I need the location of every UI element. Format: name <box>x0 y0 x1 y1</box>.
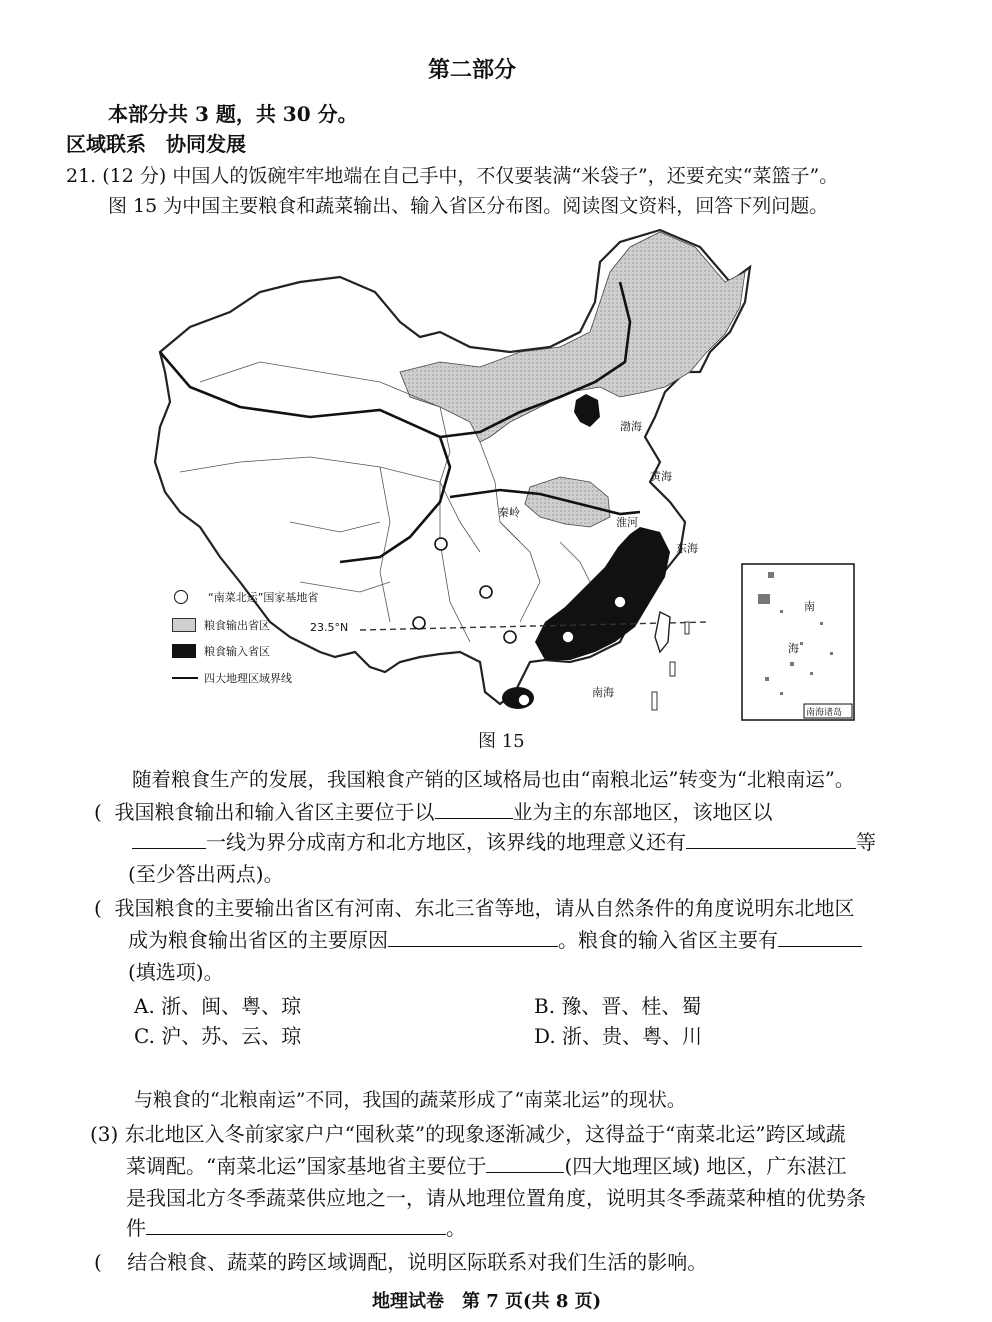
tropic-label: 23.5°N <box>310 621 349 634</box>
question-2-text-b: 成为粮食输出省区的主要原因 <box>128 928 388 952</box>
vegetable-base-marker <box>518 694 530 706</box>
question-4-prefix: ( <box>94 1250 102 1274</box>
inset-hai-label: 海 <box>788 642 799 655</box>
intro-paragraph-2: 与粮食的“北粮南运”不同，我国的蔬菜形成了“南菜北运”的现状。 <box>134 1089 686 1111</box>
question-2-line1 <box>94 894 855 922</box>
inset-islands-label: 南海诸岛 <box>806 708 843 718</box>
question-3-line1: (3) 东北地区入冬前家家户户“囤秋菜”的现象逐渐减少，这得益于“南菜北运”跨区域蔬 <box>90 1122 846 1146</box>
donghai-label: 东海 <box>676 542 698 555</box>
question-1-text-d: 等 <box>856 830 876 854</box>
taiwan-island <box>655 612 670 652</box>
vegetable-base-marker <box>614 596 626 608</box>
answer-blank-3[interactable] <box>686 828 856 849</box>
question-21-line2: 图 15 为中国主要粮食和蔬菜输出、输入省区分布图。阅读图文资料，回答下列问题。 <box>108 195 829 217</box>
question-1-line1 <box>94 798 773 826</box>
question-1-line2 <box>132 828 876 856</box>
question-2-line2 <box>128 926 862 954</box>
part-info: 本部分共 3 题，共 30 分。 <box>108 102 358 126</box>
question-2-text-a: 我国粮食的主要输出省区有河南、东北三省等地，请从自然条件的角度说明东北地区 <box>114 896 855 920</box>
question-1-line3: (至少答出两点)。 <box>128 862 284 886</box>
question-4-line <box>94 1248 707 1276</box>
section-title: 区域联系 协同发展 <box>66 132 246 156</box>
question-3-line3: 是我国北方冬季蔬菜供应地之一，请从地理位置角度，说明其冬季蔬菜种植的优势条 <box>126 1186 866 1210</box>
question-1-prefix: ( <box>94 800 102 824</box>
question-2-prefix: ( <box>94 896 102 920</box>
question-3-line4 <box>126 1214 466 1242</box>
inset-nan-label: 南 <box>804 600 815 613</box>
legend-grain-import: 粮食输入省区 <box>204 645 270 658</box>
answer-blank-4[interactable] <box>388 926 558 947</box>
page-footer: 地理试卷 第 7 页(共 8 页) <box>372 1291 602 1312</box>
china-map-figure <box>140 222 880 722</box>
legend-light-fill-icon <box>172 618 196 632</box>
question-1-text-c: 一线为界分成南方和北方地区，该界线的地理意义还有 <box>206 830 686 854</box>
question-3-line2 <box>126 1152 846 1180</box>
legend-circle-icon <box>174 590 188 604</box>
answer-blank-5[interactable] <box>778 926 862 947</box>
question-3-text-d2: 。 <box>446 1216 466 1240</box>
vegetable-base-marker <box>435 538 447 550</box>
option-a[interactable]: A. 浙、闽、粤、琼 <box>134 994 302 1018</box>
legend-grain-export: 粮食输出省区 <box>204 619 270 632</box>
vegetable-base-marker <box>562 631 574 643</box>
question-3-text-b2: (四大地理区域) 地区，广东湛江 <box>564 1154 847 1178</box>
question-3-text-d1: 件 <box>126 1216 146 1240</box>
option-d[interactable]: D. 浙、贵、粤、川 <box>534 1024 703 1048</box>
vegetable-base-marker <box>480 586 492 598</box>
nanhai-label: 南海 <box>592 686 614 699</box>
legend-vegetable-base: “南菜北运”国家基地省 <box>208 591 319 604</box>
answer-blank-6[interactable] <box>486 1152 564 1173</box>
answer-blank-1[interactable] <box>435 798 513 819</box>
figure-caption: 图 15 <box>478 731 525 752</box>
question-1-text-a: 我国粮食输出和输入省区主要位于以 <box>114 800 435 824</box>
intro-paragraph-1: 随着粮食生产的发展，我国粮食产销的区域格局也由“南粮北运”转变为“北粮南运”。 <box>132 768 855 791</box>
question-1-text-b: 业为主的东部地区，该地区以 <box>512 800 773 824</box>
qinling-label: 秦岭 <box>498 506 520 519</box>
legend-dark-fill-icon <box>172 644 196 658</box>
answer-blank-2[interactable] <box>132 828 206 849</box>
question-3-text-b1: 菜调配。“南菜北运”国家基地省主要位于 <box>126 1154 487 1178</box>
vegetable-base-marker <box>504 631 516 643</box>
legend-region-line: 四大地理区域界线 <box>204 672 292 685</box>
answer-blank-7[interactable] <box>146 1214 446 1235</box>
legend-line-icon <box>172 677 198 679</box>
question-2-text-c: 。粮食的输入省区主要有 <box>558 928 778 952</box>
map-legend <box>172 588 342 688</box>
huaihe-label: 淮河 <box>616 516 638 529</box>
question-21-line1: 21. (12 分) 中国人的饭碗牢牢地端在自己手中，不仅要装满“米袋子”，还要充实“菜篮子”。 <box>66 165 839 187</box>
option-b[interactable]: B. 豫、晋、桂、蜀 <box>534 994 702 1018</box>
question-4-text: 结合粮食、蔬菜的跨区域调配，说明区际联系对我们生活的影响。 <box>127 1250 708 1274</box>
part-title: 第二部分 <box>428 57 517 83</box>
vegetable-base-marker <box>413 617 425 629</box>
huanghai-label: 黄海 <box>650 470 672 483</box>
option-c[interactable]: C. 沪、苏、云、琼 <box>134 1024 302 1048</box>
bohai-label: 渤海 <box>620 420 642 433</box>
question-2-line3: (填选项)。 <box>128 960 224 984</box>
